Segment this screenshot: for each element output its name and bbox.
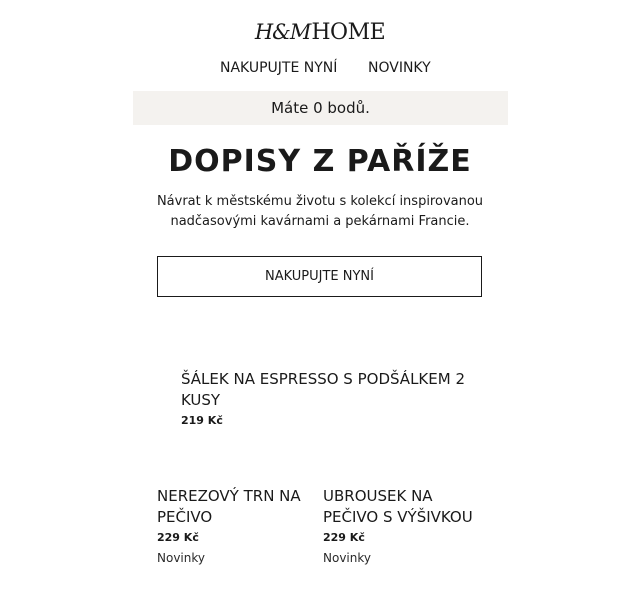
loyalty-points-bar [133,91,508,125]
product-name[interactable]: ŠÁLEK NA ESPRESSO S PODŠÁLKEM 2 KUSY [181,370,465,409]
product-name[interactable]: UBROUSEK NA PEČIVO S VÝŠIVKOU [323,487,473,526]
logo-home-text: HOME [311,20,386,45]
nav-link-new-arrivals[interactable]: NOVINKY [368,60,431,76]
product-name[interactable]: NEREZOVÝ TRN NA PEČIVO [157,487,301,526]
product-new-tag: Novinky [323,551,371,565]
product-card-bread-napkin[interactable] [323,486,483,568]
product-price: 219 Kč [181,414,223,427]
shop-now-button[interactable]: NAKUPUJTE NYNÍ [157,256,482,297]
product-card-espresso-cup[interactable] [181,369,471,431]
top-navigation [0,58,640,78]
hero-subtitle: Návrat k městskému životu s kolekcí inspirovanou nadčasovými kavárnami a pekárnami Francie. [156,194,484,229]
points-text: Máte 0 bodů. [271,99,370,117]
hm-home-logo[interactable] [0,18,640,48]
product-card-pastry-spike[interactable] [157,486,312,568]
logo-hm-text: H&M [254,20,311,44]
product-price: 229 Kč [323,531,365,544]
hero-title: DOPISY Z PAŘÍŽE [168,144,472,179]
product-price: 229 Kč [157,531,199,544]
product-new-tag: Novinky [157,551,205,565]
nav-link-shop-now[interactable]: NAKUPUJTE NYNÍ [220,60,338,76]
